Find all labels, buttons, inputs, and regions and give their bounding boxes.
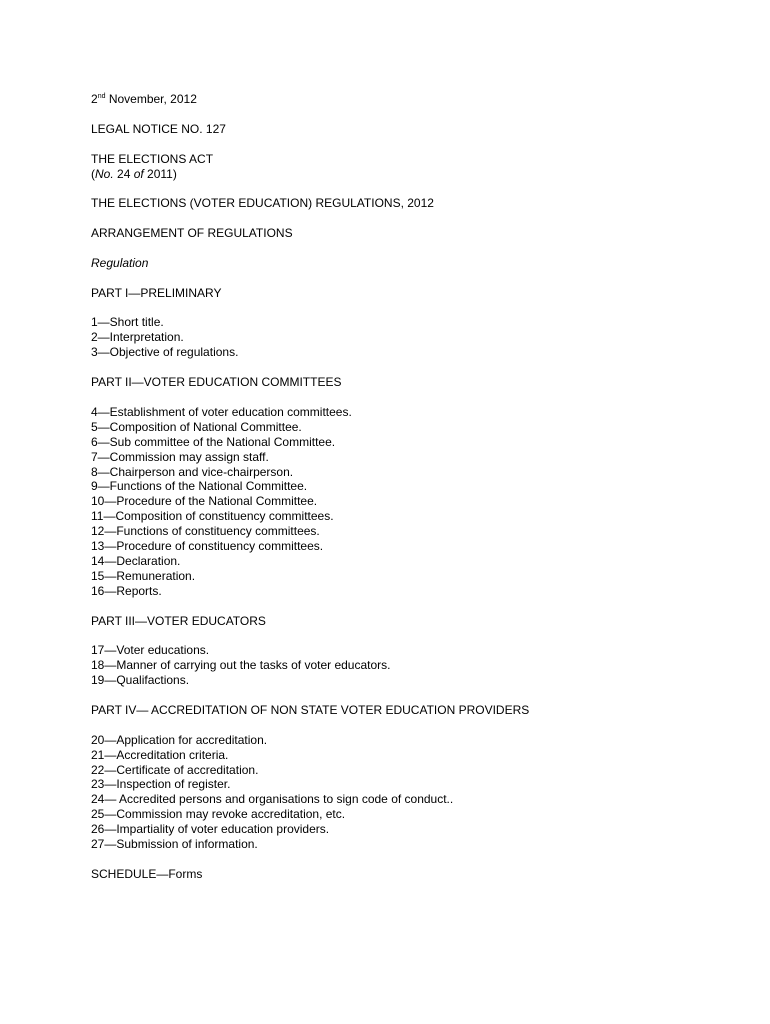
date-rest: November, 2012	[105, 92, 197, 106]
regulations-title: THE ELECTIONS (VOTER EDUCATION) REGULATIONS, 2012	[91, 196, 434, 211]
citation-of: of	[133, 166, 144, 181]
citation-mid: 24	[113, 166, 134, 181]
list-item: 15—Remuneration.	[91, 568, 196, 583]
arrangement-heading: ARRANGEMENT OF REGULATIONS	[91, 226, 293, 241]
list-item: 6—Sub committee of the National Committee.	[91, 434, 336, 449]
part-heading: PART IV— ACCREDITATION OF NON STATE VOTER EDUCATION PROVIDERS	[91, 702, 530, 717]
schedule-line: SCHEDULE—Forms	[91, 866, 203, 881]
citation-open: (	[91, 166, 95, 181]
list-item: 10—Procedure of the National Committee.	[91, 494, 318, 509]
part-3-list	[91, 643, 731, 688]
part-heading: PART I—PRELIMINARY	[91, 285, 222, 300]
list-item: 20—Application for accreditation.	[91, 732, 268, 747]
act-citation	[91, 167, 731, 182]
list-item: 12—Functions of constituency committees.	[91, 524, 320, 539]
date-day-suffix: nd	[97, 93, 106, 100]
regulation-label-text: Regulation	[91, 255, 149, 270]
list-item: 17—Voter educations.	[91, 643, 210, 658]
list-item: 23—Inspection of register.	[91, 777, 231, 792]
part-1-list	[91, 315, 731, 360]
list-item: 14—Declaration.	[91, 553, 181, 568]
legal-notice-document	[91, 92, 731, 882]
list-item: 22—Certificate of accreditation.	[91, 762, 259, 777]
part-heading: PART III—VOTER EDUCATORS	[91, 613, 266, 628]
list-item: 27—Submission of information.	[91, 837, 258, 852]
list-item: 4—Establishment of voter education committees.	[91, 404, 352, 419]
list-item: 16—Reports.	[91, 583, 162, 598]
date-day: 2	[91, 92, 98, 106]
regulation-label	[91, 256, 731, 271]
citation-no: No.	[95, 166, 114, 181]
part-heading: PART II—VOTER EDUCATION COMMITTEES	[91, 375, 342, 390]
list-item: 24— Accredited persons and organisations to sign code of conduct..	[91, 792, 454, 807]
list-item: 2—Interpretation.	[91, 330, 184, 345]
list-item: 1—Short title.	[91, 315, 164, 330]
list-item: 3—Objective of regulations.	[91, 345, 239, 360]
list-item: 18—Manner of carrying out the tasks of voter educators.	[91, 658, 391, 673]
list-item: 8—Chairperson and vice-chairperson.	[91, 464, 294, 479]
list-item: 26—Impartiality of voter education providers.	[91, 822, 330, 837]
list-item: 21—Accreditation criteria.	[91, 747, 229, 762]
list-item: 25—Commission may revoke accreditation, etc.	[91, 807, 346, 822]
list-item: 5—Composition of National Committee.	[91, 419, 302, 434]
list-item: 11—Composition of constituency committees.	[91, 509, 334, 524]
list-item: 13—Procedure of constituency committees.	[91, 539, 324, 554]
list-item: 9—Functions of the National Committee.	[91, 479, 308, 494]
list-item: 7—Commission may assign staff.	[91, 449, 269, 464]
list-item: 19—Qualifactions.	[91, 673, 190, 688]
act-title: THE ELECTIONS ACT	[91, 151, 214, 166]
date-line	[91, 92, 731, 107]
citation-close: 2011)	[143, 166, 177, 181]
legal-notice-number: LEGAL NOTICE NO. 127	[91, 121, 226, 136]
part-4-list	[91, 733, 731, 852]
part-2-list	[91, 405, 731, 599]
